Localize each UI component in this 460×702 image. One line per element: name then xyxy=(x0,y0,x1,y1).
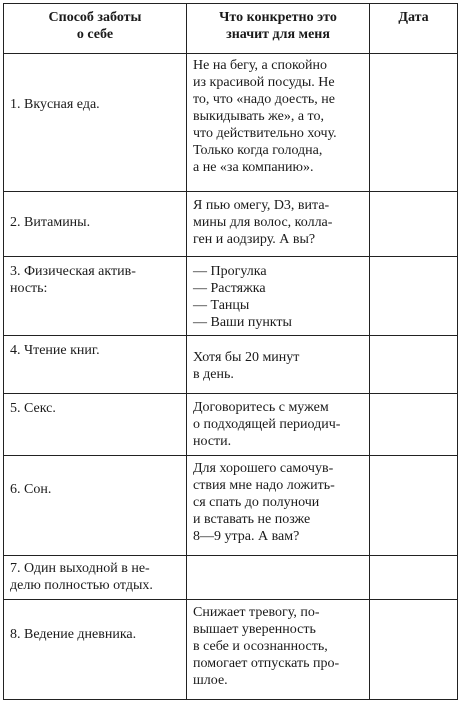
date-cell[interactable] xyxy=(370,54,458,192)
meaning-cell: Для хорошего самочув- ствия мне надо ложить- ся спать до полуночи и вставать не позже 8—9 утра. А вам? xyxy=(187,456,370,556)
self-care-table xyxy=(3,3,458,700)
care-method-cell: 5. Секс. xyxy=(4,394,187,456)
table-row xyxy=(4,556,458,600)
care-method-cell: 3. Физическая актив- ность: xyxy=(4,257,187,336)
date-cell[interactable] xyxy=(370,336,458,394)
header-meaning: Что конкретно это значит для меня xyxy=(187,4,370,54)
date-cell[interactable] xyxy=(370,456,458,556)
table-row xyxy=(4,456,458,556)
care-method-cell: 2. Витамины. xyxy=(4,192,187,257)
care-method-cell: 1. Вкусная еда. xyxy=(4,54,187,192)
header-care-method: Способ заботы о себе xyxy=(4,4,187,54)
header-date: Дата xyxy=(370,4,458,54)
table-row xyxy=(4,192,458,257)
date-cell[interactable] xyxy=(370,600,458,700)
date-cell[interactable] xyxy=(370,556,458,600)
care-method-cell: 8. Ведение дневника. xyxy=(4,600,187,700)
date-cell[interactable] xyxy=(370,394,458,456)
meaning-cell: Не на бегу, а спокойно из красивой посуды. Не то, что «надо доесть, не выкидывать же», а то, что действительно хочу. Только когда голодна, а не «за компанию». xyxy=(187,54,370,192)
table-row xyxy=(4,54,458,192)
care-method-cell: 4. Чтение книг. xyxy=(4,336,187,394)
date-cell[interactable] xyxy=(370,257,458,336)
date-cell[interactable] xyxy=(370,192,458,257)
meaning-cell: Договоритесь с мужем о подходящей периодич- ности. xyxy=(187,394,370,456)
meaning-cell: Снижает тревогу, по- вышает уверенность в себе и осознанность, помогает отпускать про- шлое. xyxy=(187,600,370,700)
care-method-cell: 6. Сон. xyxy=(4,456,187,556)
meaning-cell: Хотя бы 20 минут в день. xyxy=(187,336,370,394)
meaning-cell: — Прогулка — Растяжка — Танцы — Ваши пункты xyxy=(187,257,370,336)
meaning-cell xyxy=(187,556,370,600)
care-method-cell: 7. Один выходной в не- делю полностью отдых. xyxy=(4,556,187,600)
table-row xyxy=(4,394,458,456)
table-row xyxy=(4,257,458,336)
table-row xyxy=(4,336,458,394)
header-row xyxy=(4,4,458,54)
table-row xyxy=(4,600,458,700)
meaning-cell: Я пью омегу, D3, вита- мины для волос, колла- ген и аодзиру. А вы? xyxy=(187,192,370,257)
